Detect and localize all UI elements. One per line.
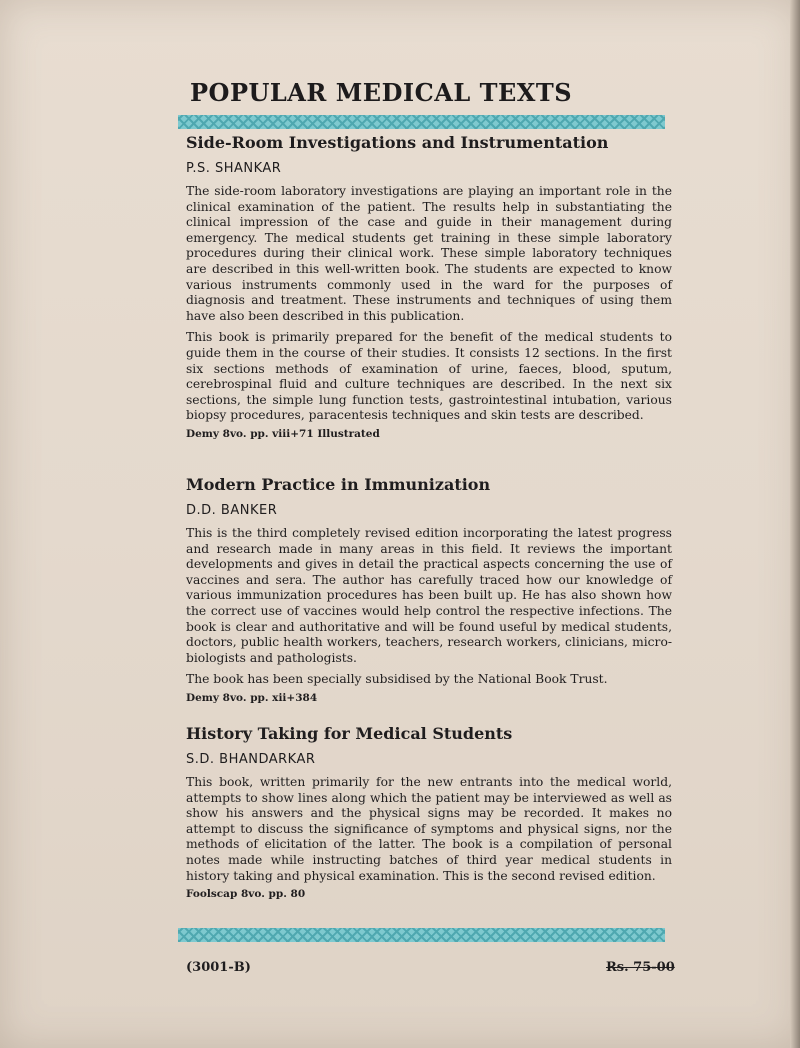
price: Rs. 75-00: [606, 960, 675, 975]
book-entry-2: [186, 475, 672, 704]
book-format: Foolscap 8vo. pp. 80: [186, 888, 306, 901]
book-format: Demy 8vo. pp. xii+384: [186, 691, 318, 704]
book-entry-3: [186, 724, 672, 900]
book-entry-1: [186, 133, 672, 440]
book-title: History Taking for Medical Students: [186, 724, 513, 743]
catalog-code: (3001-B): [186, 960, 251, 975]
book-format: Demy 8vo. pp. viii+71 Illustrated: [186, 427, 380, 440]
book-description: This book, written primarily for the new entrants into the medical world, attempts to show lines along which the patient may be interviewed as well as show his answers and the physical signs may be recorded. It makes no attempt to discuss the significance of symptoms and physical signs, nor the methods of elicitation of the latter. The book is a compilation of personal notes made while instructing batches of third year medical students in history taking and physical examination. This is the second revised edition.: [186, 775, 672, 883]
book-description: The side-room laboratory investigations are playing an important role in the clinical examination of the patient. The results help in substantiating the clinical impression of the case and guide in their management during emergency. The medical students get training in these simple laboratory procedures during their clinical work. These simple laboratory techniques are described in this well-written book. The students are expected to know various instruments commonly used in the ward for the purposes of diagnosis and treatment. These instruments and techniques of using them have also been described in this publication.: [186, 184, 672, 323]
book-author: S.D. BHANDARKAR: [186, 752, 316, 767]
book-title: Side-Room Investigations and Instrumentation: [186, 133, 609, 152]
book-description: This is the third completely revised edition incorporating the latest progress and research made in many areas in this field. It reviews the important developments and gives in detail the practical aspects concerning the use of vaccines and sera. The author has carefully traced how our knowledge of various immunization procedures has been built up. He has also shown how the correct use of vaccines would help control the respective infections. The book is clear and authoritative and will be found useful by medical students, doctors, public health workers, teachers, research workers, clinicians, micro-biologists and pathologists.: [186, 526, 672, 665]
cover-edge: [790, 0, 800, 1048]
book-description: This book is primarily prepared for the benefit of the medical students to guide them in the course of their studies. It consists 12 sections. In the first six sections methods of examination of urine, faeces, blood, sputum, cerebrospinal fluid and culture techniques are described. In the next six sections, the simple lung function tests, gastrointestinal intubation, various biopsy procedures, paracentesis techniques and skin tests are described.: [186, 330, 672, 423]
book-title: Modern Practice in Immunization: [186, 475, 491, 494]
decorative-border-bottom: [178, 928, 665, 942]
book-author: P.S. SHANKAR: [186, 161, 282, 176]
decorative-border-top: [178, 115, 665, 129]
page-title: POPULAR MEDICAL TEXTS: [190, 78, 573, 107]
book-author: D.D. BANKER: [186, 503, 278, 518]
book-description: The book has been specially subsidised by the National Book Trust.: [186, 672, 608, 687]
